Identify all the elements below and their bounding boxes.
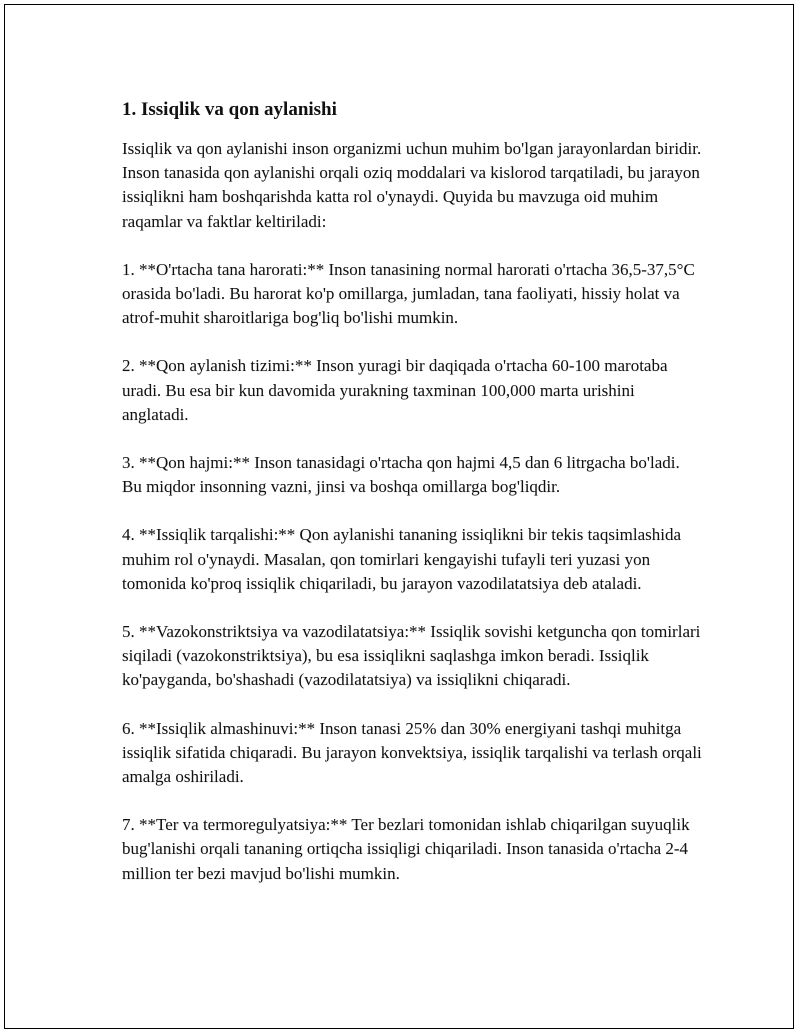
document-title: 1. Issiqlik va qon aylanishi bbox=[122, 99, 337, 120]
fact-item-heat-exchange: 6. **Issiqlik almashinuvi:** Inson tanasi 25% dan 30% energiyani tashqi muhitga issiqlik sifatida chiqaradi. Bu jarayon konvektsiya, issiqlik tarqalishi va terlash orqali amalga oshiriladi. bbox=[122, 718, 702, 787]
fact-item-sweat-thermoregulation: 7. **Ter va termoregulyatsiya:** Ter bezlari tomonidan ishlab chiqarilgan suyuqlik bug'lanishi orqali tananing ortiqcha issiqligi chiqariladi. Inson tanasida o'rtacha 2-4 million ter bezi mavjud bo'lishi mumkin. bbox=[122, 815, 690, 883]
fact-item-circulatory-system: 2. **Qon aylanish tizimi:** Inson yuragi bir daqiqada o'rtacha 60-100 marotaba uradi. Bu esa bir kun davomida yurakning taxminan 100,000 marta urishini anglatadi. bbox=[122, 356, 668, 424]
document-body bbox=[122, 97, 702, 910]
fact-item-vasoconstriction: 5. **Vazokonstriktsiya va vazodilatatsiya:** Issiqlik sovishi ketguncha qon tomirlari siqiladi (vazokonstriktsiya), bu esa issiqlikni saqlashga imkon beradi. Issiqlik ko'payganda, bo'shashadi (vazodilatatsiya) va issiqlikni chiqaradi. bbox=[122, 622, 701, 690]
fact-item-blood-volume: 3. **Qon hajmi:** Inson tanasidagi o'rtacha qon hajmi 4,5 dan 6 litrgacha bo'ladi. Bu miqdor insonning vazni, jinsi va boshqa omillarga bog'liqdir. bbox=[122, 453, 680, 497]
intro-paragraph: Issiqlik va qon aylanishi inson organizmi uchun muhim bo'lgan jarayonlardan biridir. Inson tanasida qon aylanishi orqali oziq moddalari va kislorod tarqatiladi, bu jarayon issiqlikni ham boshqarishda katta rol o'ynaydi. Quyida bu mavzuga oid muhim raqamlar va faktlar keltiriladi: bbox=[122, 139, 702, 231]
page-frame bbox=[4, 4, 794, 1029]
fact-item-heat-distribution: 4. **Issiqlik tarqalishi:** Qon aylanishi tananing issiqlikni bir tekis taqsimlashida muhim rol o'ynaydi. Masalan, qon tomirlari kengayishi tufayli teri yuzasi yon tomonida ko'proq issiqlik chiqariladi, bu jarayon vazodilatatsiya deb ataladi. bbox=[122, 525, 682, 593]
fact-item-body-temperature: 1. **O'rtacha tana harorati:** Inson tanasining normal harorati o'rtacha 36,5-37,5°C orasida bo'ladi. Bu harorat ko'p omillarga, jumladan, tana faoliyati, hissiy holat va atrof-muhit sharoitlariga bog'liq bo'lishi mumkin. bbox=[122, 259, 695, 328]
